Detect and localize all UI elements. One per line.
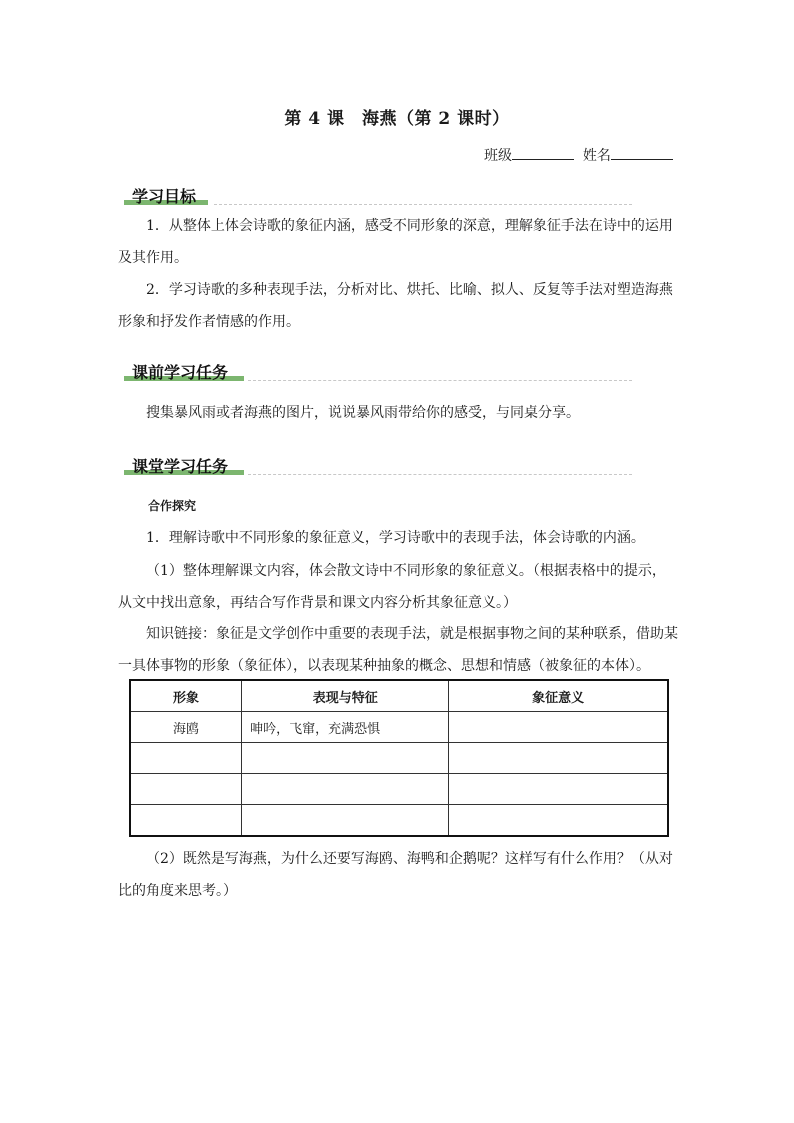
class-blank[interactable] <box>512 145 574 160</box>
goal-item: 1．从整体上体会诗歌的象征内涵，感受不同形象的深意，理解象征手法在诗中的运用及其作用。 <box>118 218 673 266</box>
name-blank[interactable] <box>611 145 673 160</box>
knowledge-link-text: 知识链接：象征是文学创作中重要的表现手法，就是根据事物之间的某种联系，借助某一具体事物的形象（象征体），以表现某种抽象的概念、思想和情感（被象征的本体）。 <box>118 626 678 674</box>
table-cell-meaning[interactable] <box>449 743 668 774</box>
symbol-table <box>129 679 669 837</box>
table-cell-feature: 呻吟，飞窜，充满恐惧 <box>242 712 449 743</box>
section-title: 课前学习任务 <box>132 363 229 382</box>
table-header-row <box>130 680 668 712</box>
table-cell-image[interactable] <box>130 805 242 837</box>
pre-class-task <box>118 397 678 429</box>
section-divider <box>214 203 632 205</box>
table-cell-meaning[interactable] <box>449 774 668 805</box>
table-row <box>130 712 668 743</box>
table-cell-feature[interactable] <box>242 774 449 805</box>
table-cell-image[interactable] <box>130 774 242 805</box>
table-cell-feature[interactable] <box>242 743 449 774</box>
class-label: 班级 <box>484 148 512 164</box>
section-divider <box>248 473 632 475</box>
table-row <box>130 743 668 774</box>
page-title: 第 4 课 海燕（第 2 课时） <box>284 109 510 129</box>
knowledge-link <box>118 618 678 682</box>
table-header: 象征意义 <box>449 680 668 712</box>
table-row <box>130 805 668 837</box>
question-2 <box>118 843 678 907</box>
goal-item: 2．学习诗歌的多种表现手法，分析对比、烘托、比喻、拟人、反复等手法对塑造海燕形象和抒发作者情感的作用。 <box>118 282 673 330</box>
section-title: 课堂学习任务 <box>132 457 229 476</box>
pre-class-text: 搜集暴风雨或者海燕的图片，说说暴风雨带给你的感受，与同桌分享。 <box>146 405 580 421</box>
name-label: 姓名 <box>582 148 611 164</box>
section-header-in-class <box>124 451 632 481</box>
goals-list-2 <box>118 274 678 338</box>
question-1-text: （1）整体理解课文内容，体会散文诗中不同形象的象征意义。（根据表格中的提示，从文中找出意象，再结合写作背景和课文内容分析其象征意义。） <box>118 563 666 611</box>
table-cell-image[interactable] <box>130 743 242 774</box>
table-cell-meaning[interactable] <box>449 805 668 837</box>
table-cell-image: 海鸥 <box>130 712 242 743</box>
section-divider <box>248 379 632 381</box>
class-name-line <box>484 145 673 165</box>
question-1 <box>118 555 678 619</box>
sub-heading-cooperative: 合作探究 <box>148 499 197 513</box>
table-row <box>130 774 668 805</box>
section-header-pre-class <box>124 357 632 387</box>
task1 <box>118 522 678 554</box>
question-2-text: （2）既然是写海燕，为什么还要写海鸥、海鸭和企鹅呢？这样写有什么作用？（从对比的角度来思考。） <box>118 851 673 899</box>
section-header-goals <box>124 181 632 211</box>
table-cell-meaning[interactable] <box>449 712 668 743</box>
table-header: 表现与特征 <box>242 680 449 712</box>
table-header: 形象 <box>130 680 242 712</box>
goals-list <box>118 210 678 274</box>
section-title: 学习目标 <box>132 187 197 206</box>
task1-text: 1．理解诗歌中不同形象的象征意义，学习诗歌中的表现手法，体会诗歌的内涵。 <box>146 530 645 546</box>
table-cell-feature[interactable] <box>242 805 449 837</box>
